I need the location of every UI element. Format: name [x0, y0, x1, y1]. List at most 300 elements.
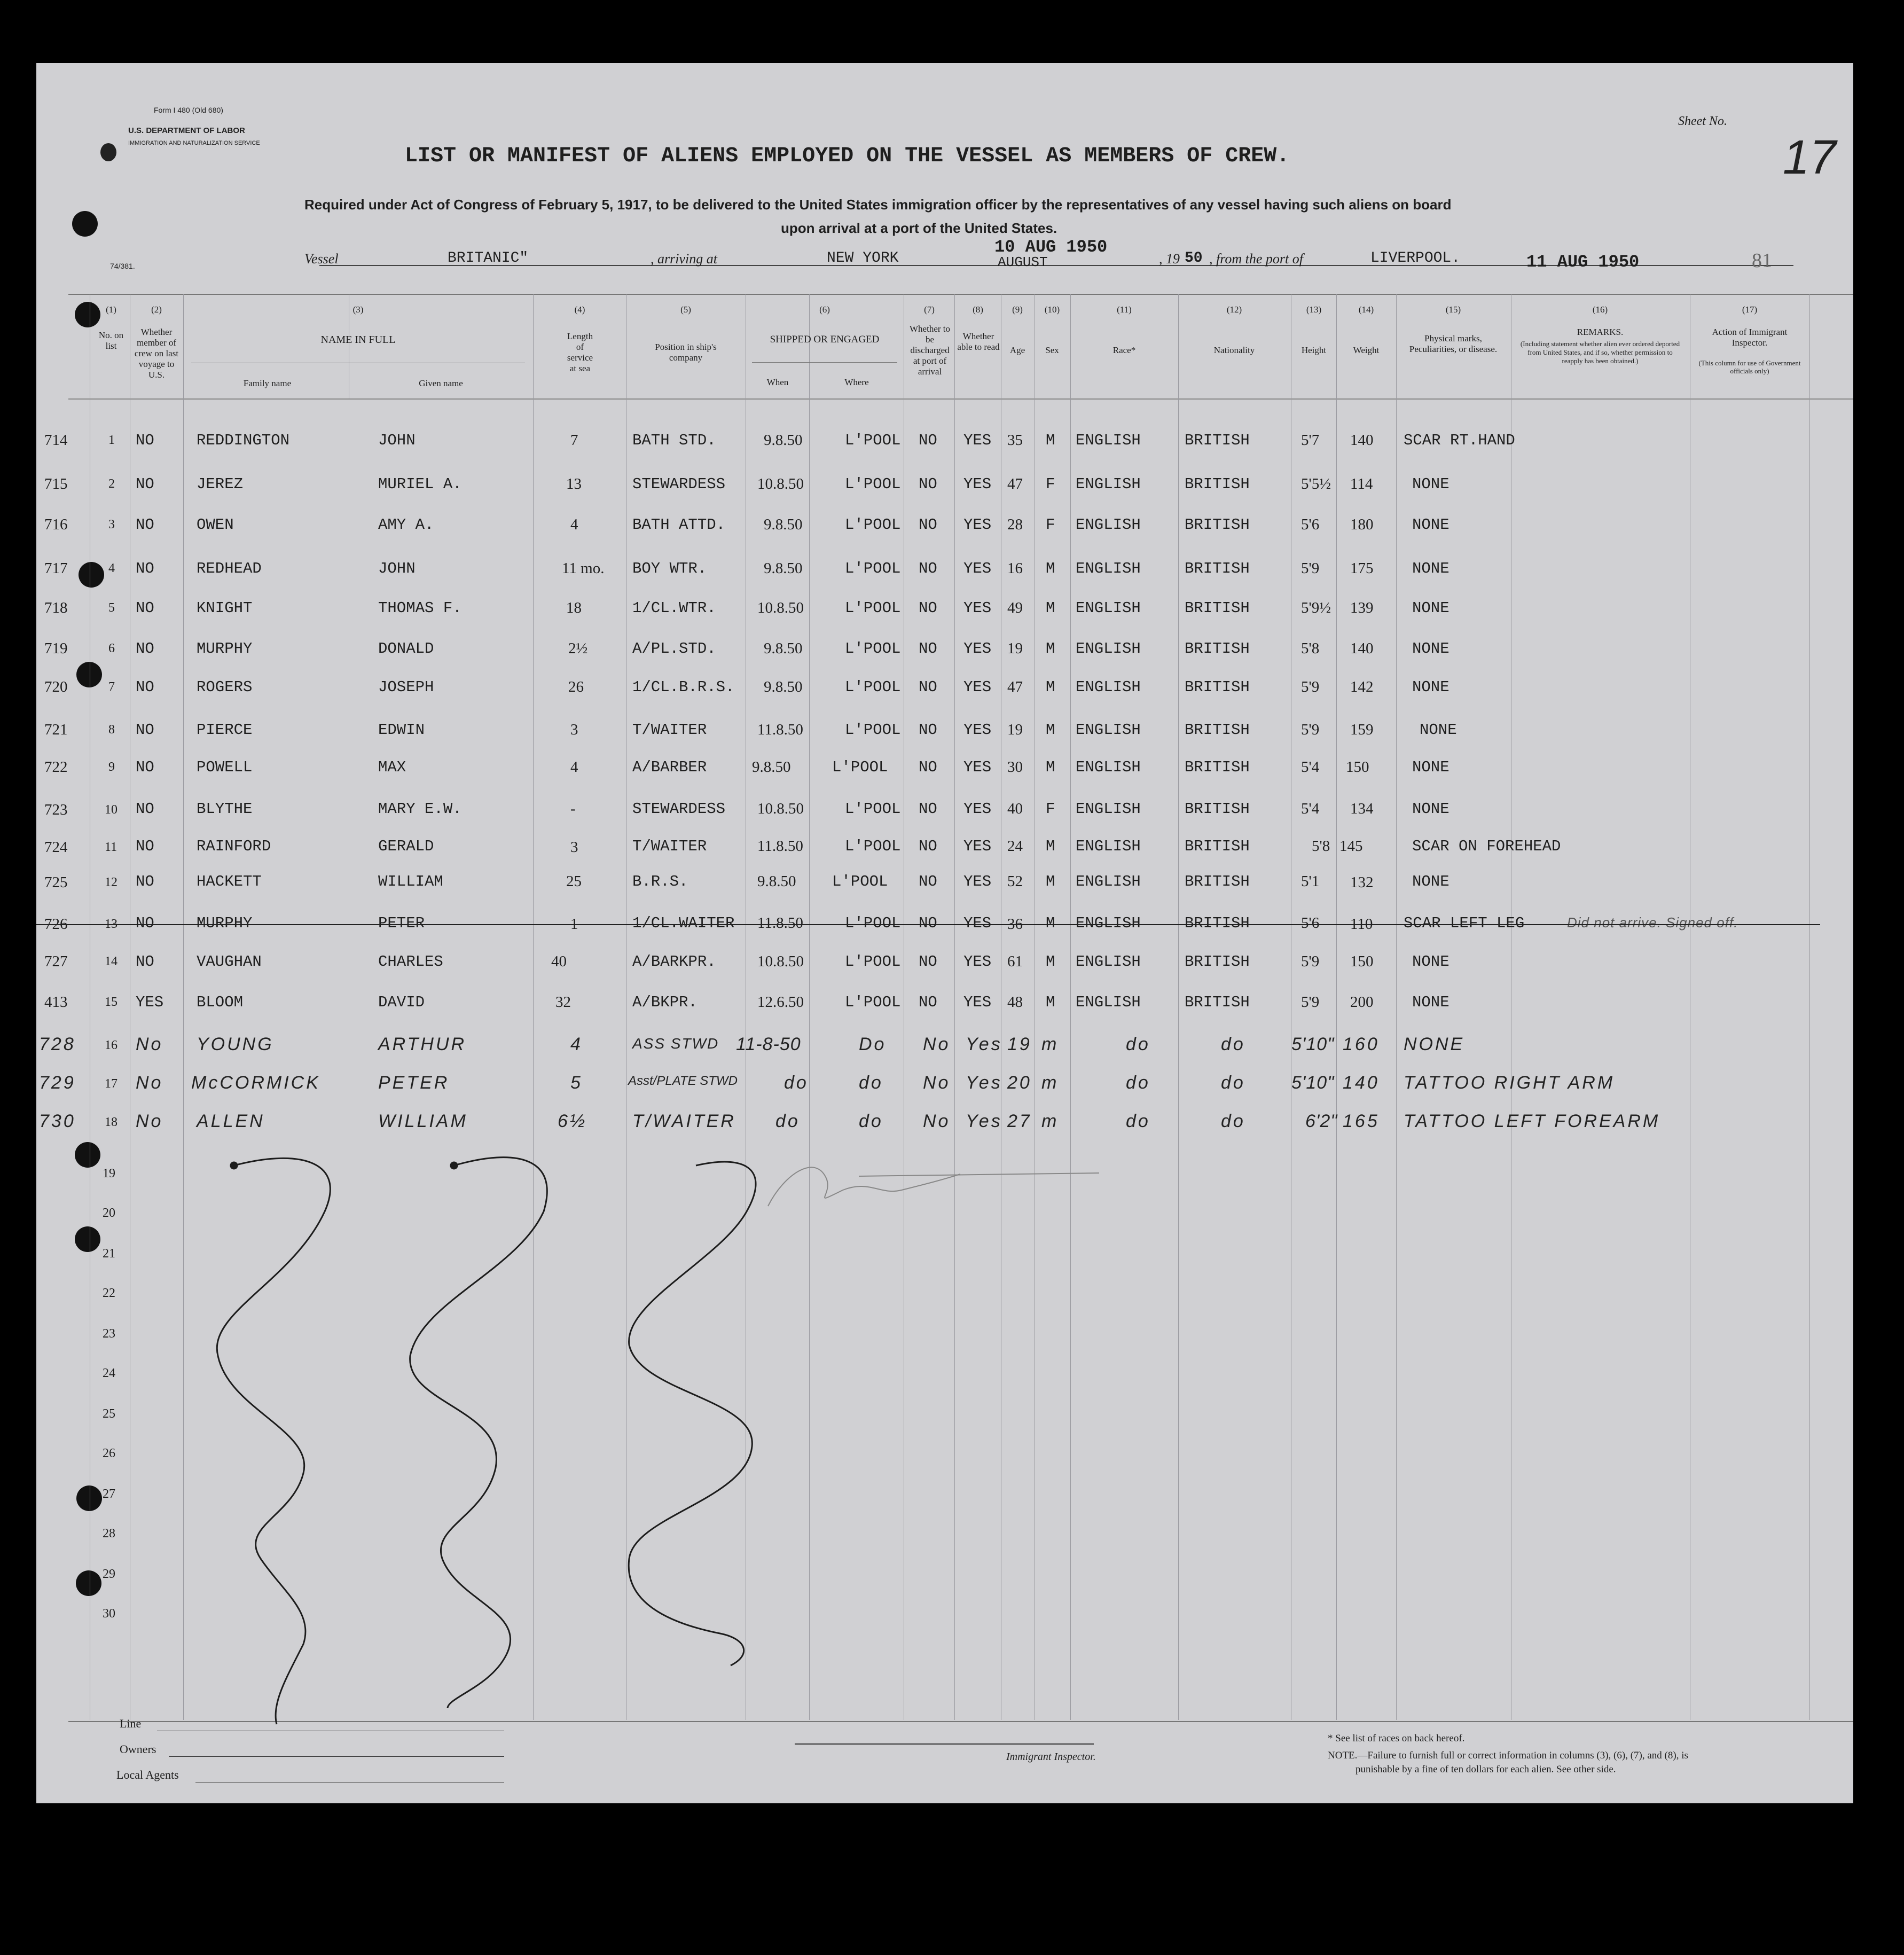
col-3-num: (3)	[352, 304, 364, 315]
discharged-cell: NO	[919, 914, 937, 932]
sex-cell: M	[1046, 640, 1055, 658]
sheet-number: 17	[1783, 131, 1837, 184]
col-7-num: (7)	[924, 304, 935, 315]
col-1-num: (1)	[106, 304, 116, 315]
col-12-num: (12)	[1226, 304, 1242, 315]
height-cell: 5'9	[1301, 678, 1320, 695]
family-name-cell: OWEN	[197, 516, 234, 534]
form-title: LIST OR MANIFEST OF ALIENS EMPLOYED ON THE VESSEL AS MEMBERS OF CREW.	[405, 144, 1290, 168]
sex-cell: m	[1041, 1034, 1059, 1054]
age-cell: 24	[1007, 838, 1023, 855]
weight-cell: 180	[1350, 516, 1374, 533]
family-name-cell: POWELL	[197, 758, 253, 776]
when-cell: 9.8.50	[764, 678, 803, 695]
manifest-sheet	[36, 63, 1853, 1803]
col-15-label: Physical marks, Peculiarities, or disease.	[1409, 333, 1498, 354]
family-name-header: Family name	[243, 378, 292, 388]
crew-cell: NO	[136, 560, 154, 577]
read-cell: Yes	[966, 1111, 1002, 1131]
line-number: 21	[103, 1247, 115, 1261]
given-name-cell: EDWIN	[378, 721, 425, 739]
read-cell: YES	[963, 640, 992, 658]
given-name-cell: JOHN	[378, 432, 416, 449]
line-number: 14	[105, 955, 117, 968]
where-cell: L'POOL	[845, 432, 901, 449]
race-cell: ENGLISH	[1076, 873, 1141, 890]
crew-cell: YES	[136, 994, 164, 1011]
race-cell: ENGLISH	[1076, 994, 1141, 1011]
nationality-cell: BRITISH	[1185, 758, 1250, 776]
weight-cell: 175	[1350, 560, 1374, 577]
line-number: 12	[105, 875, 117, 889]
given-name-cell: DAVID	[378, 994, 425, 1011]
race-cell: ENGLISH	[1076, 475, 1141, 493]
position-cell: A/BKPR.	[632, 994, 698, 1011]
service-cell: 4	[570, 758, 578, 776]
read-cell: YES	[963, 838, 992, 855]
when-cell: 9.8.50	[764, 640, 803, 657]
given-name-cell: WILLIAM	[378, 1111, 468, 1131]
crew-cell: No	[136, 1073, 163, 1093]
discharged-cell: NO	[919, 516, 937, 534]
position-cell: A/BARKPR.	[632, 953, 716, 971]
given-name-cell: ARTHUR	[378, 1034, 467, 1054]
col-9-label: Age	[1009, 345, 1025, 355]
crew-cell: NO	[136, 599, 154, 617]
marks-cell: NONE	[1412, 516, 1449, 534]
marks-cell: NONE	[1412, 678, 1449, 696]
where-cell: L'POOL	[832, 758, 888, 776]
crew-cell: NO	[136, 678, 154, 696]
age-cell: 47	[1007, 475, 1023, 492]
where-cell: L'POOL	[845, 640, 901, 658]
read-cell: YES	[963, 953, 992, 971]
nationality-cell: BRITISH	[1185, 873, 1250, 890]
service-cell: 5	[570, 1073, 583, 1093]
crew-cell: NO	[136, 516, 154, 534]
weight-cell: 145	[1339, 838, 1363, 855]
ref-number: 722	[44, 758, 68, 776]
col-12-label: Nationality	[1213, 345, 1255, 355]
line-number: 10	[105, 803, 117, 817]
when-cell: 11.8.50	[757, 838, 803, 855]
line-number: 4	[108, 561, 115, 575]
position-cell: A/PL.STD.	[632, 640, 716, 658]
race-cell: do	[1126, 1034, 1150, 1054]
nationality-cell: do	[1221, 1111, 1245, 1131]
col-3-label: NAME IN FULL	[320, 334, 396, 346]
marks-cell: NONE	[1412, 758, 1449, 776]
weight-cell: 132	[1350, 874, 1374, 891]
line-number: 11	[105, 840, 117, 854]
service-cell: 1	[570, 916, 578, 933]
when-cell: 11-8-50	[736, 1034, 801, 1054]
where-cell: L'POOL	[845, 599, 901, 617]
position-cell: BATH ATTD.	[632, 516, 726, 534]
marks-cell: NONE	[1404, 1034, 1465, 1054]
when-header: When	[766, 377, 789, 387]
race-cell: ENGLISH	[1076, 560, 1141, 577]
inspector-label: Immigrant Inspector.	[1006, 1751, 1096, 1763]
marks-cell: NONE	[1412, 800, 1449, 818]
where-cell: L'POOL	[845, 516, 901, 534]
col-17-label: Action of Immigrant Inspector.	[1712, 327, 1788, 348]
family-name-cell: REDHEAD	[197, 560, 262, 577]
marks-cell: TATTOO LEFT FOREARM	[1404, 1111, 1660, 1131]
crew-cell: NO	[136, 838, 154, 855]
marks-cell: SCAR RT.HAND	[1404, 432, 1515, 449]
col-13-num: (13)	[1306, 304, 1322, 315]
marks-cell: NONE	[1412, 560, 1449, 577]
position-cell: Asst/PLATE STWD	[628, 1074, 738, 1088]
line-number: 19	[103, 1167, 115, 1180]
service-cell: 25	[566, 873, 582, 890]
when-cell: do	[775, 1111, 800, 1131]
form-code: 74/381.	[110, 262, 135, 270]
age-cell: 20	[1007, 1073, 1032, 1093]
sheet-label: Sheet No.	[1678, 114, 1727, 128]
line-label: Line	[120, 1717, 142, 1730]
discharged-cell: No	[923, 1034, 951, 1054]
vessel-name: BRITANIC"	[448, 250, 529, 267]
family-name-cell: YOUNG	[197, 1034, 274, 1054]
nationality-cell: BRITISH	[1185, 475, 1250, 493]
read-cell: YES	[963, 758, 992, 776]
age-cell: 48	[1007, 994, 1023, 1011]
arrival-month: AUGUST	[998, 254, 1048, 270]
form-subtitle-2: upon arrival at a port of the United States.	[781, 220, 1057, 236]
col-16-num: (16)	[1592, 304, 1608, 315]
given-name-cell: JOHN	[378, 560, 416, 577]
line-number: 26	[103, 1446, 115, 1460]
department: U.S. DEPARTMENT OF LABOR	[128, 126, 245, 135]
service-cell: 32	[555, 994, 571, 1011]
given-name-cell: DONALD	[378, 640, 434, 658]
nationality-cell: BRITISH	[1185, 800, 1250, 818]
weight-cell: 134	[1350, 800, 1374, 817]
family-name-cell: BLOOM	[197, 994, 244, 1011]
given-name-cell: MAX	[378, 758, 406, 776]
squiggle-mark	[410, 1158, 547, 1708]
age-cell: 35	[1007, 432, 1023, 449]
when-cell: 9.8.50	[764, 432, 803, 449]
discharged-cell: No	[923, 1111, 951, 1131]
vessel-label: Vessel	[304, 251, 339, 267]
marks-cell: NONE	[1412, 599, 1449, 617]
sex-cell: F	[1046, 516, 1055, 534]
col-10-num: (10)	[1044, 304, 1060, 315]
line-number: 27	[103, 1487, 115, 1501]
crew-cell: NO	[136, 432, 154, 449]
given-name-cell: THOMAS F.	[378, 599, 462, 617]
col-1-label: No. on list	[98, 330, 124, 351]
race-cell: ENGLISH	[1076, 953, 1141, 971]
ref-number: 726	[44, 916, 68, 933]
discharged-cell: NO	[919, 758, 937, 776]
col-15-num: (15)	[1445, 304, 1461, 315]
marks-cell: NONE	[1412, 994, 1449, 1011]
marks-cell: NONE	[1420, 721, 1457, 739]
col-8-num: (8)	[973, 304, 983, 315]
age-cell: 19	[1007, 721, 1023, 738]
given-name-cell: JOSEPH	[378, 678, 434, 696]
position-cell: T/WAITER	[632, 1111, 736, 1131]
discharged-cell: NO	[919, 953, 937, 971]
service-cell: 3	[570, 721, 578, 738]
remarks-note: (Including statement whether alien ever ordered deported from United States, and if so, whether permission to reapply has been obtained.)	[1520, 340, 1680, 365]
crew-cell: NO	[136, 640, 154, 658]
sex-cell: M	[1046, 953, 1055, 971]
ink-dot	[451, 1162, 457, 1169]
sex-cell: M	[1046, 678, 1055, 696]
line-number: 5	[108, 601, 115, 615]
arrival-port: NEW YORK	[827, 250, 899, 267]
when-cell: 9.8.50	[752, 758, 791, 776]
position-cell: BATH STD.	[632, 432, 716, 449]
ref-number: 730	[39, 1111, 76, 1131]
service-cell: 18	[566, 599, 582, 616]
nationality-cell: do	[1221, 1034, 1245, 1054]
family-name-cell: PIERCE	[197, 721, 253, 739]
ref-number: 724	[44, 839, 68, 856]
age-cell: 61	[1007, 953, 1023, 970]
col-16-label: REMARKS.	[1577, 327, 1624, 337]
where-cell: L'POOL	[845, 560, 901, 577]
read-cell: YES	[963, 800, 992, 818]
crew-cell: NO	[136, 873, 154, 890]
discharged-cell: NO	[919, 678, 937, 696]
col-9-num: (9)	[1012, 304, 1023, 315]
service-cell: 4	[570, 1034, 583, 1054]
nationality-cell: BRITISH	[1185, 678, 1250, 696]
penalty-note-1: NOTE.—Failure to furnish full or correct information in columns (3), (6), (7), and (8), is	[1328, 1750, 1688, 1761]
signature-mark	[768, 1167, 960, 1206]
family-name-cell: BLYTHE	[197, 800, 253, 818]
height-cell: 5'9	[1301, 953, 1320, 970]
race-cell: ENGLISH	[1076, 721, 1141, 739]
crew-cell: NO	[136, 914, 154, 932]
when-cell: 10.8.50	[757, 599, 804, 616]
weight-cell: 165	[1343, 1111, 1380, 1131]
where-cell: L'POOL	[832, 873, 888, 890]
family-name-cell: KNIGHT	[197, 599, 253, 617]
age-cell: 28	[1007, 516, 1023, 533]
service-cell: 4	[570, 516, 578, 533]
height-cell: 5'1	[1301, 873, 1320, 890]
when-cell: 11.8.50	[757, 721, 803, 738]
sex-cell: M	[1046, 914, 1055, 932]
weight-cell: 140	[1343, 1073, 1380, 1093]
line-number: 23	[103, 1327, 115, 1341]
given-name-cell: WILLIAM	[378, 873, 443, 890]
discharged-cell: NO	[919, 800, 937, 818]
ref-number: 727	[44, 953, 68, 970]
age-cell: 19	[1007, 1034, 1032, 1054]
position-cell: B.R.S.	[632, 873, 688, 890]
inspector-rule	[795, 1743, 1094, 1745]
line-number: 1	[108, 433, 115, 447]
line-number: 22	[103, 1286, 115, 1300]
age-cell: 19	[1007, 640, 1023, 657]
age-cell: 47	[1007, 678, 1023, 695]
penalty-note-2: punishable by a fine of ten dollars for each alien. See other side.	[1355, 1764, 1616, 1775]
where-cell: L'POOL	[845, 994, 901, 1011]
weight-cell: 142	[1350, 678, 1374, 695]
line-number: 30	[103, 1607, 115, 1621]
given-name-cell: GERALD	[378, 838, 434, 855]
read-cell: YES	[963, 475, 992, 493]
discharged-cell: NO	[919, 838, 937, 855]
col-6-num: (6)	[819, 304, 830, 315]
weight-cell: 150	[1350, 953, 1374, 970]
col-13-label: Height	[1301, 345, 1327, 355]
weight-cell: 140	[1350, 640, 1374, 657]
line-number: 25	[103, 1407, 115, 1421]
discharged-cell: No	[923, 1073, 951, 1093]
form-subtitle-1: Required under Act of Congress of February 5, 1917, to be delivered to the United States immigration officer by the representatives of any vessel having such aliens on board	[304, 197, 1452, 213]
col-5-num: (5)	[680, 304, 691, 315]
ref-number: 719	[44, 640, 68, 657]
ref-number: 723	[44, 801, 68, 818]
line-number: 29	[103, 1567, 115, 1581]
agents-label: Local Agents	[116, 1768, 179, 1781]
family-name-cell: HACKETT	[197, 873, 262, 890]
line-number: 13	[105, 917, 117, 931]
discharged-cell: NO	[919, 873, 937, 890]
read-cell: YES	[963, 914, 992, 932]
squiggle-mark	[217, 1158, 330, 1724]
line-number: 20	[103, 1206, 115, 1220]
discharged-cell: NO	[919, 599, 937, 617]
where-cell: do	[859, 1111, 883, 1131]
signature-underline	[859, 1173, 1099, 1176]
date-stamp: 11 AUG 1950	[1526, 252, 1640, 272]
weight-cell: 159	[1350, 721, 1374, 738]
sex-cell: M	[1046, 721, 1055, 739]
owners-rule	[169, 1756, 504, 1757]
ref-number: 714	[44, 432, 68, 449]
when-cell: 12.6.50	[757, 994, 804, 1011]
line-number: 6	[108, 642, 115, 655]
race-cell: ENGLISH	[1076, 432, 1141, 449]
when-cell: 10.8.50	[757, 800, 804, 817]
height-cell: 5'8	[1301, 640, 1320, 657]
nationality-cell: BRITISH	[1185, 599, 1250, 617]
sex-cell: m	[1041, 1111, 1059, 1131]
ref-number: 718	[44, 599, 68, 616]
given-name-cell: PETER	[378, 1073, 450, 1093]
age-cell: 27	[1007, 1111, 1032, 1131]
position-cell: BOY WTR.	[632, 560, 707, 577]
line-number: 28	[103, 1527, 115, 1540]
read-cell: YES	[963, 516, 992, 534]
age-cell: 16	[1007, 560, 1023, 577]
ref-number: 720	[44, 678, 68, 695]
read-cell: YES	[963, 873, 992, 890]
where-cell: L'POOL	[845, 678, 901, 696]
service-cell: 2½	[568, 640, 588, 657]
race-cell: ENGLISH	[1076, 516, 1141, 534]
from-label: , from the port of	[1209, 251, 1303, 267]
service-cell: 26	[568, 678, 584, 695]
nationality-cell: BRITISH	[1185, 994, 1250, 1011]
ref-number: 413	[44, 994, 68, 1011]
height-cell: 5'4	[1301, 800, 1320, 817]
sex-cell: M	[1046, 838, 1055, 855]
squiggle-mark	[629, 1162, 756, 1665]
weight-cell: 139	[1350, 599, 1374, 616]
weight-cell: 110	[1350, 916, 1373, 933]
sex-cell: F	[1046, 475, 1055, 493]
sex-cell: M	[1046, 560, 1055, 577]
arrival-year: 50	[1185, 250, 1203, 267]
position-cell: 1/CL.WAITER	[632, 914, 735, 932]
age-cell: 40	[1007, 800, 1023, 817]
marks-cell: NONE	[1412, 640, 1449, 658]
nationality-cell: BRITISH	[1185, 432, 1250, 449]
col-11-label: Race*	[1112, 345, 1136, 355]
races-note: * See list of races on back hereof.	[1328, 1733, 1465, 1744]
where-cell: L'POOL	[845, 721, 901, 739]
race-cell: ENGLISH	[1076, 678, 1141, 696]
sex-cell: M	[1046, 873, 1055, 890]
marks-cell: TATTOO RIGHT ARM	[1404, 1073, 1615, 1093]
height-cell: 5'6	[1301, 914, 1320, 932]
family-name-cell: VAUGHAN	[197, 953, 262, 971]
age-cell: 36	[1007, 916, 1023, 933]
weight-cell: 140	[1350, 432, 1374, 449]
given-name-header: Given name	[419, 378, 463, 388]
line-number: 17	[105, 1077, 117, 1091]
col-11-num: (11)	[1117, 304, 1132, 315]
action-note: (This column for use of Government officials only)	[1698, 359, 1801, 375]
discharged-cell: NO	[919, 560, 937, 577]
height-cell: 5'7	[1301, 432, 1320, 449]
service-cell: 7	[570, 432, 578, 449]
nationality-cell: BRITISH	[1185, 516, 1250, 534]
crew-cell: NO	[136, 953, 154, 971]
sex-cell: m	[1041, 1073, 1059, 1093]
line-number: 8	[108, 723, 115, 737]
arriving-label: , arriving at	[651, 251, 717, 267]
when-cell: do	[784, 1073, 809, 1093]
service-cell: 13	[566, 475, 582, 492]
race-cell: do	[1126, 1111, 1150, 1131]
where-cell: L'POOL	[845, 475, 901, 493]
nationality-cell: BRITISH	[1185, 640, 1250, 658]
crew-cell: NO	[136, 721, 154, 739]
race-cell: ENGLISH	[1076, 800, 1141, 818]
service-cell: 3	[570, 839, 578, 856]
race-cell: ENGLISH	[1076, 838, 1141, 855]
discharged-cell: NO	[919, 475, 937, 493]
family-name-cell: MURPHY	[197, 914, 253, 932]
line-number: 9	[108, 760, 115, 774]
height-cell: 5'4	[1301, 758, 1320, 776]
when-cell: 9.8.50	[764, 560, 803, 577]
col-17-num: (17)	[1742, 304, 1758, 315]
read-cell: YES	[963, 721, 992, 739]
where-cell: L'POOL	[845, 914, 901, 932]
form-number: Form I 480 (Old 680)	[154, 106, 223, 114]
crew-cell: NO	[136, 758, 154, 776]
ref-number: 721	[44, 721, 68, 738]
position-cell: 1/CL.B.R.S.	[632, 678, 735, 696]
ref-number: 716	[44, 516, 68, 533]
line-number: 3	[108, 518, 115, 531]
col-2-num: (2)	[151, 304, 162, 315]
year-prefix: , 19	[1159, 251, 1180, 267]
